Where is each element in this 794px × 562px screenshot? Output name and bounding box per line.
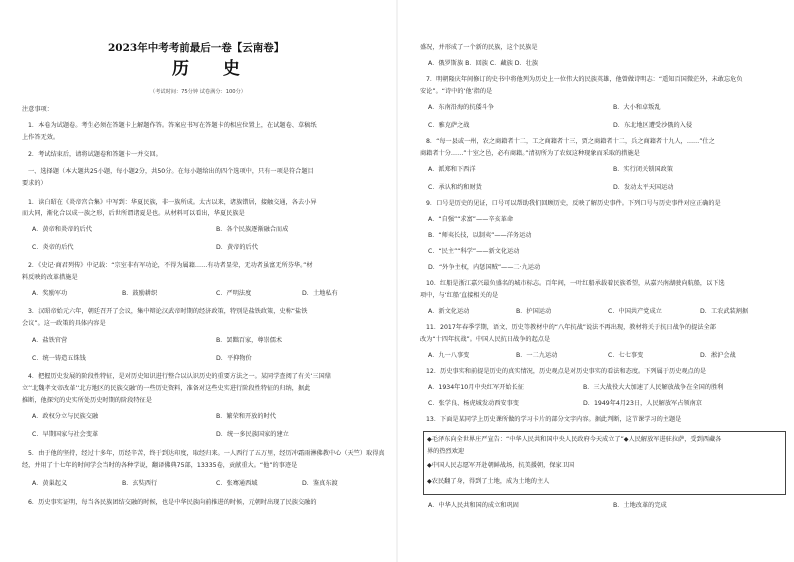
option-a: A．新文化运动: [428, 308, 470, 315]
question-stem: 3．汉昭帝始元六年，朝廷召开了会议，集中辩论汉武帝时期的经济政策，特别是盐铁政策，史称“盐铁: [28, 308, 308, 315]
question-stem: 11．2017年春季学期，语文、历史等教材中的“八年抗战”说法不再出现，教材将关于抗日战争的提法全部: [426, 324, 716, 331]
section-heading: 一、选择题（本大题共25小题，每小题2分，共50分。在每小题给出的四个选项中，只有一项是符合题目: [28, 168, 314, 175]
option-c: C．张骞通西域: [216, 480, 258, 487]
option-b: B．土地改革的完成: [613, 502, 667, 509]
question-stem: 8．“每一县或一州，农之商籍者十二，工之商籍者十三，贾之商籍者十二，兵之商籍者十九人，……”仕之: [426, 138, 715, 145]
options-row: A．俄罗斯族 B．回族 C．藏族 D．壮族: [428, 60, 539, 67]
question-stem: 商籍者十分……”十室之邑，必有商籍。”清初所为了农奴这种现象而采取的措施是: [420, 150, 640, 157]
option-d: D．“外争主权，内惩国贼”——二·九运动: [428, 264, 541, 271]
option-a: A．1934年10月中央红军开始长征: [428, 384, 524, 391]
question-stem: 1．读白昭在《炎帝宫合集》中写到：华夏民族，非一族所成。太古以来，诸族错居，接触交通，各去小异: [28, 199, 317, 206]
question-stem: 而大同，渐化合以成一族之形，后世所谓诸夏是也。从材料可以看出，华夏民族是: [22, 210, 245, 217]
option-c: C．雅克萨之战: [428, 122, 470, 129]
option-c: C．中国共产党成立: [608, 308, 662, 315]
option-c: C．炎帝的后代: [32, 244, 74, 251]
question-stem: 安论”。“诗中的‘他’指的是: [420, 88, 493, 95]
card-line: ◆毛泽东向全世界庄严宣告：“中华人民共和国中央人民政府今天成立了”◆人民解放军进驻拉萨，受到西藏各: [427, 436, 722, 443]
option-a: A．九一八事变: [428, 352, 470, 359]
option-d: D．工农武装割据: [700, 308, 749, 315]
page-right: [398, 0, 794, 562]
question-stem: 料反映的改革措施是: [22, 274, 78, 281]
question-stem: 7．明朝隆庆年间修订的史书中将他列为历史上一位伟大的民族英雄，他曾做诗明志：“遥知百国微茫外，未敢忘危负: [426, 76, 743, 83]
question-stem: 10．红船是浙江嘉兴最负盛名的城市标志。百年间，一叶红船承载着民族希望，从嘉兴南湖驶向航船，以下选: [426, 280, 725, 287]
option-a: A．奖励军功: [32, 290, 68, 297]
option-d: D．1949年4月23日，人民解放军占领南京: [583, 400, 702, 407]
option-d: D．平抑物价: [216, 355, 252, 362]
option-a: A．黄巢起义: [32, 480, 68, 487]
option-a: A．政权分立与民族交融: [32, 413, 99, 420]
page-left: [0, 0, 396, 562]
option-c: C．严明法度: [216, 290, 252, 297]
option-b: B．各个民族逐渐融合而成: [216, 226, 289, 233]
option-d: D．统一多民族国家的建立: [216, 431, 289, 438]
option-c: C．张学良、杨虎城发动西安事变: [428, 400, 519, 407]
section-heading: 要求的）: [22, 180, 47, 187]
option-d: D．土地私有: [302, 290, 338, 297]
option-c: C．七七事变: [608, 352, 644, 359]
option-a: A．黄帝和炎帝的后代: [32, 226, 92, 233]
card-line: 界的热烈欢迎: [427, 448, 465, 455]
question-stem: 13．下面是某同学上历史课所做的学习卡片的部分文字内容。据此判断，这节课学习的主题是: [426, 416, 682, 423]
question-stem: 项中，与‘红船’直接相关的是: [420, 292, 499, 299]
subject-heading: 历 史: [172, 59, 254, 79]
option-d: D．鉴真东渡: [302, 480, 338, 487]
option-b: B．护国运动: [516, 308, 552, 315]
option-c: C．统一铸造五铢钱: [32, 355, 86, 362]
question-stem: 推断，他探究的史实所处历史时期的阶段特征是: [22, 397, 152, 404]
option-d: D．黄帝的后代: [216, 244, 258, 251]
question-stem: 4．把握历史发展的阶段性特征，是对历史知识进行整合以认识历史的重要方法之一。某同学查阅了有关‘三国鼎: [28, 373, 331, 380]
option-d: D．发动太平天国运动: [613, 184, 674, 191]
option-c: C．“民主”“科学”——新文化运动: [428, 248, 520, 255]
question-stem: 5．由于他的坚持，经过十多年，历经辛苦，终于到达印度，取经归来。一人西行了五万里，经历冲霜雨淋佛教中心（天竺）取得真: [28, 450, 385, 457]
option-b: B．繁荣和开放的时代: [216, 413, 276, 420]
exam-title: 2023年中考考前最后一卷【云南卷】: [108, 42, 285, 54]
question-stem: 6．历史事实证明，每当各民族团结交融的时候，也是中华民族向前推进的时候，元朝时出现了民族交融的: [28, 499, 317, 506]
option-b: B．“师夷长技，以制夷”——洋务运动: [428, 232, 532, 239]
option-b: B．实行闭关锁国政策: [613, 166, 673, 173]
option-a: A．派郑和下西洋: [428, 166, 476, 173]
notes-header: 注意事项：: [22, 106, 53, 113]
option-b: B．罢黜百家，尊崇儒术: [216, 337, 283, 344]
option-c: C．承认和约和财货: [428, 184, 482, 191]
note-line: 1．本卷为试题卷。考生必须在答题卡上解题作答。答案应书写在答题卡的相应位置上，在试题卷、草稿纸: [28, 122, 317, 129]
option-b: B．鼓励耕织: [122, 290, 158, 297]
note-line: 上作答无效。: [22, 134, 60, 141]
question-stem: 9．口号是历史的见证，口号可以帮助我们回顾历史，反映了解历史事件。下列口号与历史事件对应正确的是: [426, 200, 721, 207]
option-a: A．东南沿海的抗倭斗争: [428, 104, 495, 111]
option-b: B．三大战役大大加速了人民解放战争在全国的胜利: [583, 384, 724, 391]
card-line: ◆中国人民志愿军开赴朝鲜战场，抗美援朝，保家卫国: [427, 462, 575, 469]
option-d: D．淞沪会战: [700, 352, 736, 359]
question-stem: 盛况，并形成了一个新的民族，这个民族是: [420, 44, 538, 51]
option-b: B．一二九运动: [516, 352, 558, 359]
option-d: D．东北地区遭受沙俄的入侵: [613, 122, 693, 129]
question-stem: 会议”。这一政策的具体内容是: [22, 320, 106, 327]
option-a: A．中华人民共和国的成立和巩固: [428, 502, 519, 509]
option-b: B．大小和卓叛乱: [613, 104, 661, 111]
option-b: B．玄奘西行: [122, 480, 158, 487]
card-line: ◆农民翻了身，得到了土地，成为土地的主人: [427, 478, 550, 485]
exam-meta: （考试时间：75分钟 试卷满分：100分）: [150, 89, 246, 95]
note-line: 2．考试结束后，请将试题卷和答题卡一并交回。: [28, 151, 162, 158]
question-stem: 经，并用了十七年的时间学会当时的各种学说，翻译佛典75部，13335卷，贡献重大。“他”的事迹是: [22, 462, 298, 469]
option-a: A．盐铁官营: [32, 337, 68, 344]
question-stem: 12．历史事实和前提是历史的真实情况，历史观点是对历史事实的看法和态度。下列属于历史观点的是: [426, 368, 707, 375]
option-a: A．“自强”“求富”——辛亥革命: [428, 216, 514, 223]
option-c: C．早期国家与社会变革: [32, 431, 99, 438]
question-stem: 立’‘北魏孝文帝改革’‘北方地区的民族交融’的一些历史资料，准备对这些史实进行阶段性特征的归纳，据此: [22, 385, 311, 392]
question-stem: 2．《史记·商君列传》中记载：“宗室非有军功论，不得为属籍……有功者显荣，无功者虽富无所芬华。”材: [28, 262, 313, 269]
question-stem: 改为“十四年抗战”。中国人民抗日战争的起点是: [420, 336, 551, 343]
